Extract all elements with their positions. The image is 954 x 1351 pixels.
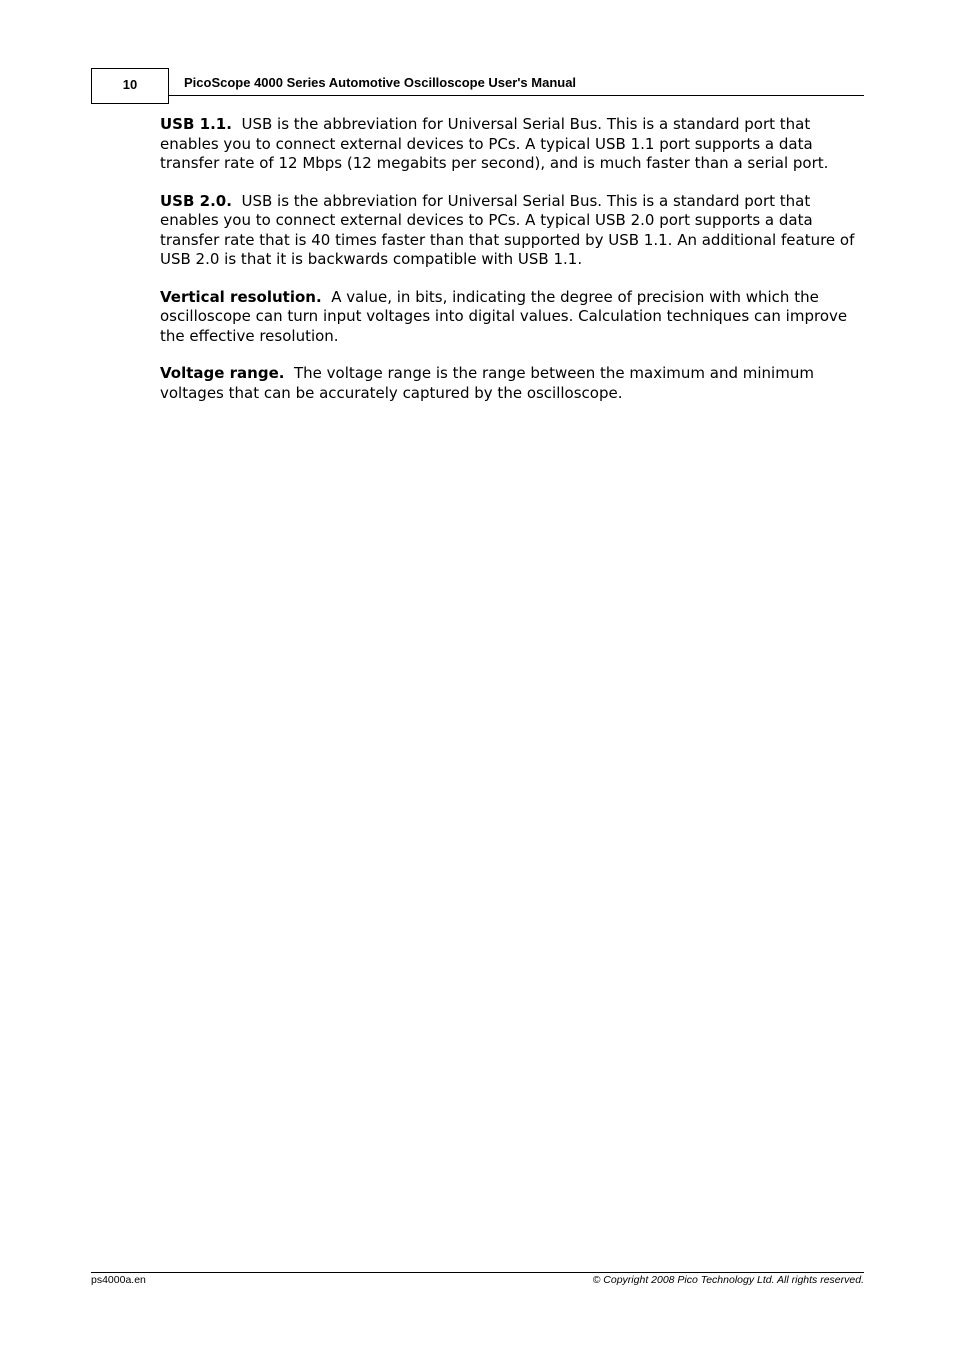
page-number: 10: [91, 68, 169, 104]
header-title: PicoScope 4000 Series Automotive Oscilloscope User's Manual: [184, 75, 577, 90]
glossary-content: [160, 115, 865, 421]
glossary-entry-voltage-range: [160, 364, 865, 403]
footer-copyright: © Copyright 2008 Pico Technology Ltd. All rights reserved.: [592, 1274, 864, 1286]
header-divider: [168, 95, 864, 96]
glossary-definition: A value, in bits, indicating the degree of precision with which the oscilloscope can turn input voltages into digital values. Calculation techniques can improve the effective resolution.: [160, 287, 848, 345]
glossary-definition: USB is the abbreviation for Universal Serial Bus. This is a standard port that enables you to connect external devices to PCs. A typical USB 1.1 port supports a data transfer rate of 12 Mbps (12 megabits per second), and is much faster than a serial port.: [160, 115, 829, 172]
glossary-term: USB 1.1.: [160, 115, 232, 133]
footer-divider: [91, 1272, 864, 1273]
page-header: [91, 68, 864, 104]
glossary-term: Voltage range.: [160, 364, 285, 382]
glossary-entry-usb-1-1: [160, 115, 865, 174]
glossary-entry-usb-2-0: [160, 192, 865, 270]
footer-doc-id: ps4000a.en: [91, 1274, 146, 1286]
glossary-term: Vertical resolution.: [160, 287, 322, 306]
glossary-term: USB 2.0.: [160, 191, 232, 210]
glossary-definition: USB is the abbreviation for Universal Serial Bus. This is a standard port that enables you to connect external devices to PCs. A typical USB 2.0 port supports a data transfer rate that is 40 times faster than that supported by USB 1.1. An additional feature of USB 2.0 is that it is backwards compatible with USB 1.1.: [160, 191, 855, 268]
glossary-entry-vertical-resolution: [160, 288, 865, 347]
glossary-definition: The voltage range is the range between the maximum and minimum voltages that can be accurately captured by the oscilloscope.: [160, 364, 814, 402]
